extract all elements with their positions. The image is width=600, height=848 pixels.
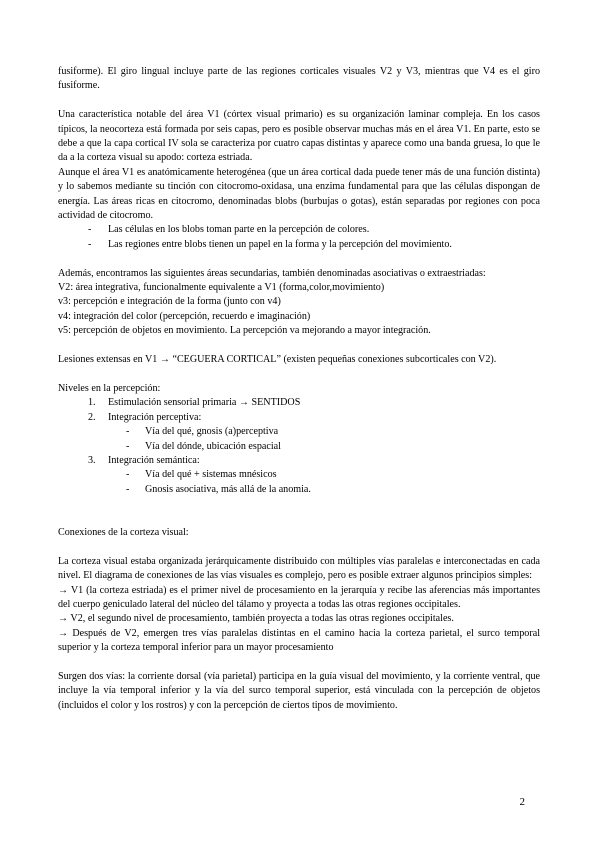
list-item: - Gnosis asociativa, más allá de la anomia.	[58, 483, 540, 497]
arrow-point-vias: → Después de V2, emergen tres vías paralelas distintas en el camino hacia la corteza parietal, el surco temporal superior y la corteza temporal inferior para un mayor procesamiento	[58, 627, 540, 654]
nivel-item	[58, 396, 540, 410]
nivel-text: Integración semántica:	[108, 454, 200, 466]
paragraph-lesiones: Lesiones extensas en V1 → “CEGUERA CORTICAL” (existen pequeñas conexiones subcorticales con V2).	[58, 354, 497, 366]
area-line: v4: integración del color (percepción, recuerdo e imaginación)	[58, 310, 311, 322]
nivel-text: Estimulación sensorial primaria → SENTIDOS	[108, 397, 301, 409]
paragraph-v1-organizacion: Una característica notable del área V1 (córtex visual primario) es su organización laminar compleja. En los casos típicos, la neocorteza está formada por seis capas, pero es posible observar muchas más en el área V1. En parte, esto se debe a que la capa cortical IV sola se caracteriza por cuatro capas distintas y aparece como una banda gruesa, lo que le da a la corteza visual su apodo: corteza estriada.	[58, 109, 540, 164]
paragraph-fusiforme: fusiforme). El giro lingual incluye parte de las regiones corticales visuales V2 y V3, mientras que V4 es el giro fusiforme.	[58, 66, 540, 92]
paragraph-v1-heterogenea: Aunque el área V1 es anatómicamente heterogénea (que un área cortical dada puede tener más de una función distinta) y lo sabemos mediante su tinción con citocromo-oxidasa, una enzima fundamental para que las células dispongan de energía. Las áreas ricas en citocromo, denominadas blobs (burbujas o gotas), están separadas por regiones con poca actividad de citocromo.	[58, 166, 540, 222]
sub-list	[108, 468, 540, 497]
nivel-number: 2.	[88, 411, 96, 423]
paragraph-dos-vias: Surgen dos vías: la corriente dorsal (vía parietal) participa en la guía visual del movimiento, y la corriente ventral, que incluye la vía temporal inferior y la vía del surco temporal superior, está vinculada con la percepción de objetos (incluidos el color y los rostros) y con la percepción de ciertos tipos de movimiento.	[58, 670, 540, 711]
list-item: - Vía del qué + sistemas mnésicos	[58, 468, 540, 482]
page-number: 2	[519, 796, 525, 808]
nivel-number: 1.	[88, 397, 96, 409]
arrow-point-v2: → V2, el segundo nivel de procesamiento, también proyecta a todas las otras regiones occipitales.	[58, 613, 454, 625]
area-line: v3: percepción e integración de la forma (junto con v4)	[58, 296, 281, 308]
list-item: - Las células en los blobs toman parte en la percepción de colores.	[58, 223, 540, 237]
niveles-title: Niveles en la percepción:	[58, 382, 161, 394]
list-item: - Vía del dónde, ubicación espacial	[58, 440, 540, 454]
blob-list	[58, 223, 540, 252]
nivel-number: 3.	[88, 454, 96, 466]
sub-list	[108, 425, 540, 454]
arrow-point-v1: → V1 (la corteza estriada) es el primer nivel de procesamiento en la jerarquía y recibe las aferencias más importantes del cuerpo geniculado lateral del núcleo del tálamo y proyecta a todas las otras regiones occipitales.	[58, 584, 540, 610]
niveles-list	[58, 396, 540, 497]
area-line: v5: percepción de objetos en movimiento. La percepción va mejorando a mayor integración.	[58, 325, 431, 337]
paragraph-areas-intro: Además, encontramos las siguientes áreas secundarias, también denominadas asociativas o extraestriadas:	[58, 267, 486, 279]
list-item: - Las regiones entre blobs tienen un papel en la forma y la percepción del movimiento.	[58, 238, 540, 252]
paragraph-corteza-organizada: La corteza visual estaba organizada jerárquicamente distribuido con múltiples vías paralelas e interconectadas en cada nivel. El diagrama de conexiones de las vías visuales es complejo, pero es posible extraer algunos principios simples:	[58, 555, 540, 582]
nivel-item	[58, 411, 540, 454]
nivel-item	[58, 454, 540, 497]
nivel-text: Integración perceptiva:	[108, 411, 202, 423]
section-title-conexiones: Conexiones de la corteza visual:	[58, 526, 189, 538]
area-line: V2: área integrativa, funcionalmente equivalente a V1 (forma,color,movimiento)	[58, 282, 385, 294]
list-item: - Vía del qué, gnosis (a)perceptiva	[58, 425, 540, 439]
